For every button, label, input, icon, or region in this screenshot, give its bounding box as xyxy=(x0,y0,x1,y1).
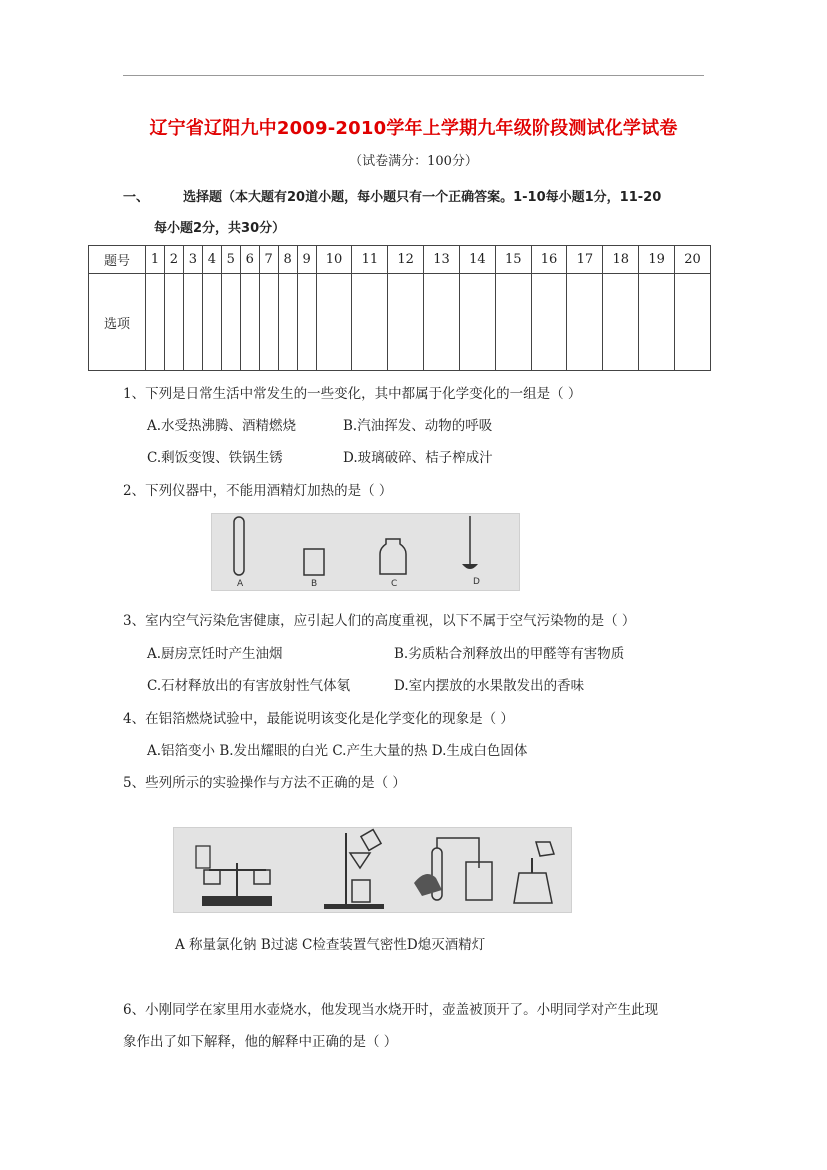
answer-cell[interactable] xyxy=(639,274,675,371)
answer-cell[interactable] xyxy=(567,274,603,371)
q4-stem: 4、在铝箔燃烧试验中，最能说明该变化是化学变化的现象是（ ） xyxy=(123,711,514,727)
answer-cell[interactable] xyxy=(352,274,388,371)
table-cell: 13 xyxy=(424,246,460,274)
header-rule xyxy=(123,75,704,76)
q5-stem: 5、些列所示的实验操作与方法不正确的是（ ） xyxy=(123,775,406,791)
table-cell: 4 xyxy=(202,246,221,274)
answer-cell[interactable] xyxy=(459,274,495,371)
row-label-option: 选项 xyxy=(89,274,146,371)
q1-option-b: B.汽油挥发、动物的呼吸 xyxy=(343,418,493,434)
table-row-answers xyxy=(89,274,711,371)
answer-cell[interactable] xyxy=(259,274,278,371)
q2-stem: 2、下列仪器中，不能用酒精灯加热的是（ ） xyxy=(123,483,393,499)
answer-cell[interactable] xyxy=(183,274,202,371)
answer-cell[interactable] xyxy=(297,274,316,371)
table-cell: 5 xyxy=(221,246,240,274)
table-cell: 18 xyxy=(603,246,639,274)
answer-cell[interactable] xyxy=(316,274,352,371)
table-cell: 19 xyxy=(639,246,675,274)
table-cell: 8 xyxy=(278,246,297,274)
row-label-number: 题号 xyxy=(89,246,146,274)
q1-option-d: D.玻璃破碎、桔子榨成汁 xyxy=(343,450,493,466)
table-cell: 1 xyxy=(146,246,165,274)
q3-option-b: B.劣质粘合剂释放出的甲醛等有害物质 xyxy=(394,646,625,662)
q3-stem: 3、室内空气污染危害健康，应引起人们的高度重视，以下不属于空气污染物的是（ ） xyxy=(123,613,636,629)
table-cell: 17 xyxy=(567,246,603,274)
answer-cell[interactable] xyxy=(495,274,531,371)
table-cell: 7 xyxy=(259,246,278,274)
q5-captions: A 称量氯化钠 B过滤 C检查装置气密性D熄灭酒精灯 xyxy=(175,937,486,953)
section-heading-line2: 每小题2分，共30分） xyxy=(154,221,286,236)
answer-cell[interactable] xyxy=(221,274,240,371)
answer-cell[interactable] xyxy=(424,274,460,371)
q1-option-a: A.水受热沸腾、酒精燃烧 xyxy=(147,418,297,434)
table-cell: 2 xyxy=(164,246,183,274)
table-row-numbers xyxy=(89,246,711,274)
exam-subtitle: （试卷满分：100分） xyxy=(349,154,478,169)
q3-option-c: C.石材释放出的有害放射性气体氡 xyxy=(147,678,351,694)
section-number: 一、 xyxy=(123,190,150,205)
answer-cell[interactable] xyxy=(388,274,424,371)
q3-option-a: A.厨房烹饪时产生油烟 xyxy=(147,646,283,662)
table-cell: 9 xyxy=(297,246,316,274)
table-cell: 12 xyxy=(388,246,424,274)
table-cell: 11 xyxy=(352,246,388,274)
table-cell: 20 xyxy=(675,246,711,274)
answer-cell[interactable] xyxy=(240,274,259,371)
table-cell: 14 xyxy=(459,246,495,274)
q5-experiments-image xyxy=(173,827,572,913)
q6-stem-line1: 6、小刚同学在家里用水壶烧水，他发现当水烧开时，壶盖被顶开了。小明同学对产生此现 xyxy=(123,1002,659,1018)
exam-title: 辽宁省辽阳九中2009-2010学年上学期九年级阶段测试化学试卷 xyxy=(149,118,678,139)
table-cell: 3 xyxy=(183,246,202,274)
answer-cell[interactable] xyxy=(603,274,639,371)
q1-stem: 1、下列是日常生活中常发生的一些变化，其中都属于化学变化的一组是（ ） xyxy=(123,386,582,402)
answer-cell[interactable] xyxy=(531,274,567,371)
table-cell: 15 xyxy=(495,246,531,274)
answer-table xyxy=(88,245,711,371)
table-cell: 16 xyxy=(531,246,567,274)
section-heading-line1: 选择题（本大题有20道小题，每小题只有一个正确答案。1-10每小题1分，11-20 xyxy=(183,190,662,205)
answer-cell[interactable] xyxy=(675,274,711,371)
q6-stem-line2: 象作出了如下解释，他的解释中正确的是（ ） xyxy=(123,1034,398,1050)
table-cell: 6 xyxy=(240,246,259,274)
answer-cell[interactable] xyxy=(278,274,297,371)
instrument-label-d: D xyxy=(473,577,480,587)
q1-option-c: C.剩饭变馊、铁锅生锈 xyxy=(147,450,283,466)
instrument-label-c: C xyxy=(391,579,398,589)
q3-option-d: D.室内摆放的水果散发出的香味 xyxy=(394,678,585,694)
q4-options: A.铝箔变小 B.发出耀眼的白光 C.产生大量的热 D.生成白色固体 xyxy=(147,743,528,759)
answer-cell[interactable] xyxy=(146,274,165,371)
table-cell: 10 xyxy=(316,246,352,274)
instrument-label-b: B xyxy=(311,579,318,589)
answer-cell[interactable] xyxy=(202,274,221,371)
answer-cell[interactable] xyxy=(164,274,183,371)
instrument-label-a: A xyxy=(237,579,244,589)
q2-instruments-image xyxy=(211,513,520,591)
